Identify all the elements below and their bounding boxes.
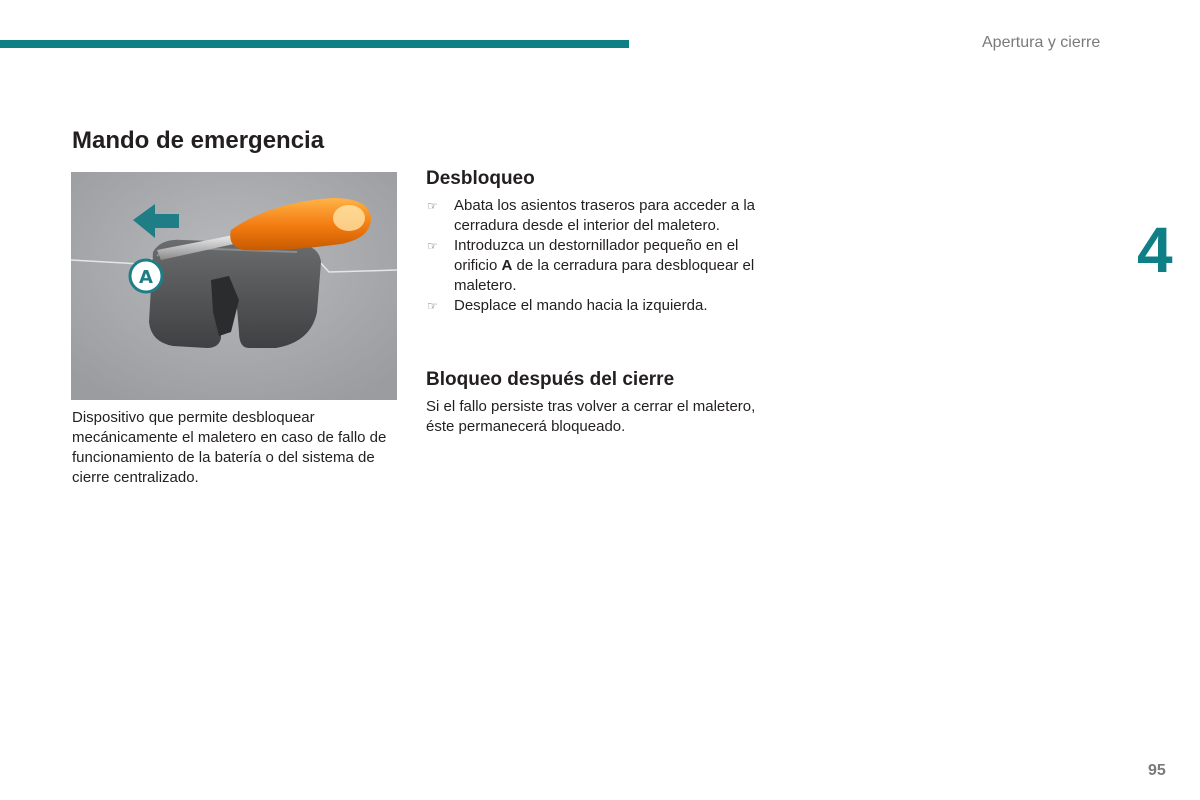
step-text: Abata los asientos traseros para acceder a la cerradura desde el interior del maletero. [454,197,756,234]
page-number: 95 [1148,762,1166,779]
label-a-text: A [139,267,153,288]
unlock-section [426,168,756,316]
figure-caption: Dispositivo que permite desbloquear mecánicamente el maletero en caso de fallo de funcionamiento de la batería o del sistema de cierre centralizado. [72,409,387,486]
unlock-step [426,296,756,316]
unlock-heading: Desbloqueo [426,168,535,189]
step-emphasis: A [501,257,513,274]
section-header: Apertura y cierre [982,34,1101,51]
page-title: Mando de emergencia [72,127,325,154]
label-a-badge [130,260,162,292]
step-text: Desplace el mando hacia la izquierda. [454,297,708,314]
step-text: Introduzca un destornillador pequeño en el orificio [454,237,739,274]
unlock-step [426,236,756,296]
unlock-steps [426,196,756,316]
lock-section [426,369,756,437]
pointing-hand-icon: ☞ [427,239,438,253]
pointing-hand-icon: ☞ [427,199,438,213]
chapter-number: 4 [1137,214,1173,286]
trunk-lock-illustration [71,172,397,400]
unlock-step [426,196,756,236]
lock-heading: Bloqueo después del cierre [426,369,675,390]
header-accent-bar [0,40,629,48]
step-text: de la cerradura para desbloquear el maletero. [454,257,755,294]
pointing-hand-icon: ☞ [427,299,438,313]
lock-text: Si el fallo persiste tras volver a cerrar el maletero, éste permanecerá bloqueado. [426,398,756,435]
